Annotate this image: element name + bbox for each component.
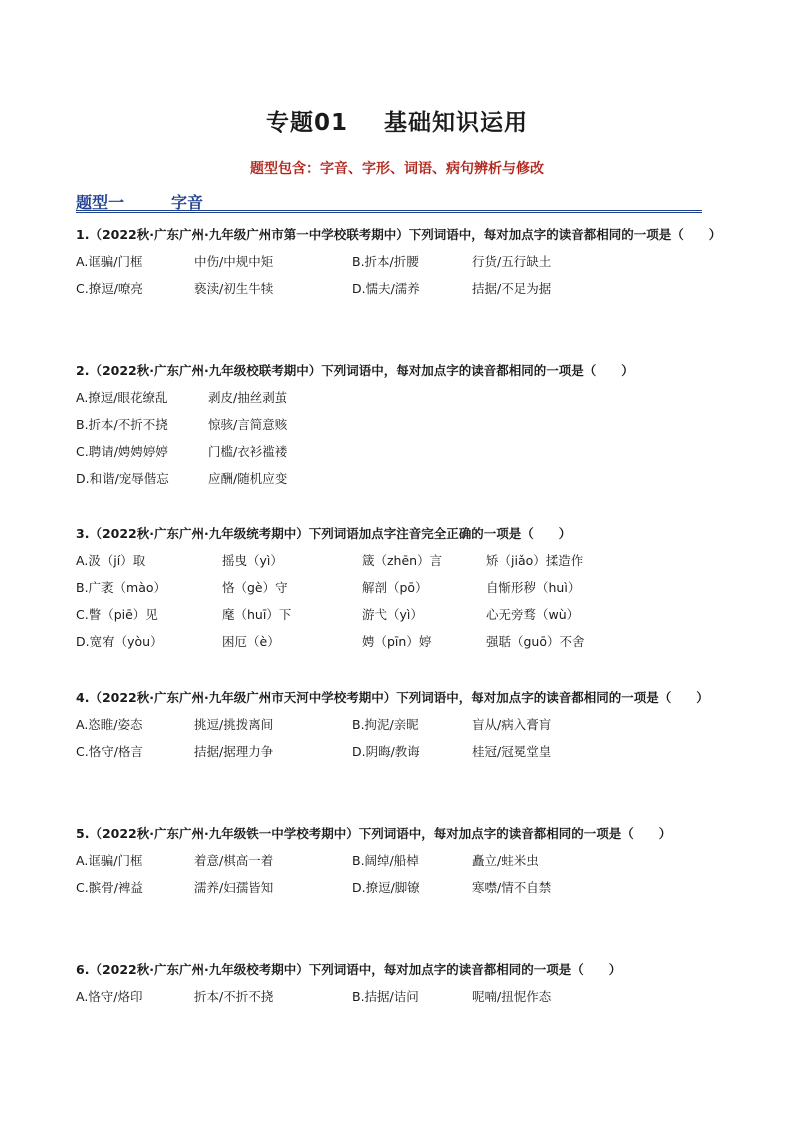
option-row bbox=[76, 547, 726, 574]
option-d-pair: 桂冠/冠冕堂皇 bbox=[472, 744, 552, 759]
option-a-pair: 挑逗/挑拨离间 bbox=[194, 717, 274, 732]
option-a-pair: 折本/不折不挠 bbox=[194, 989, 274, 1004]
option-b: B.阔绰/船棹 bbox=[352, 853, 419, 868]
question-5 bbox=[76, 820, 726, 901]
question-stem: 5.（2022秋·广东广州·九年级铁一中学校考期中）下列词语中，每对加点字的读音都相同的一项是（ ） bbox=[76, 826, 672, 841]
title-part-2: 基础知识运用 bbox=[384, 110, 528, 136]
option-c-pair: 拮据/据理力争 bbox=[194, 744, 274, 759]
option-c: C.髌骨/裨益 bbox=[76, 880, 143, 895]
option-a-pair: 着意/棋高一着 bbox=[194, 853, 274, 868]
option-b-pair: 惊骇/言简意赅 bbox=[208, 417, 288, 432]
option-b-pair: 盲从/病入膏肓 bbox=[472, 717, 552, 732]
option-a: A.诓骗/门框 bbox=[76, 254, 143, 269]
page-title bbox=[0, 104, 794, 137]
option-row bbox=[76, 847, 726, 874]
option-b-pair: 呢喃/扭怩作态 bbox=[472, 989, 552, 1004]
option-b: B.拮据/诘问 bbox=[352, 989, 419, 1004]
option-c-pair: 门槛/衣衫褴褛 bbox=[208, 444, 288, 459]
option-c-word-2: 麾（huī）下 bbox=[222, 607, 292, 622]
option-d: D.和谐/宠辱偕忘 bbox=[76, 471, 169, 486]
title-part-1: 专题01 bbox=[265, 110, 348, 136]
option-c: C.恪守/格言 bbox=[76, 744, 143, 759]
option-row bbox=[76, 874, 726, 901]
option-d: D.阴晦/教诲 bbox=[352, 744, 420, 759]
option-c-pair: 亵渎/初生牛犊 bbox=[194, 281, 274, 296]
option-row bbox=[76, 465, 726, 492]
option-b-word-4: 自惭形秽（huì） bbox=[486, 580, 581, 595]
option-a: A.汲（jí）取 bbox=[76, 553, 146, 568]
question-stem: 1.（2022秋·广东广州·九年级广州市第一中学校联考期中）下列词语中，每对加点字的读音都相同的一项是（ ） bbox=[76, 227, 722, 242]
option-b-pair: 行货/五行缺土 bbox=[472, 254, 552, 269]
option-b: B.拘泥/亲昵 bbox=[352, 717, 419, 732]
option-row bbox=[76, 983, 726, 1010]
option-a: A.恪守/烙印 bbox=[76, 989, 143, 1004]
option-a-word-2: 摇曳（yì） bbox=[222, 553, 283, 568]
question-stem: 4.（2022秋·广东广州·九年级广州市天河中学校考期中）下列词语中，每对加点字的读音都相同的一项是（ ） bbox=[76, 690, 709, 705]
option-b: B.折本/不折不挠 bbox=[76, 417, 168, 432]
option-b-word-2: 恪（gè）守 bbox=[222, 580, 288, 595]
question-1 bbox=[76, 221, 726, 302]
section-number: 题型一 bbox=[76, 193, 125, 212]
option-row bbox=[76, 275, 726, 302]
section-heading bbox=[76, 190, 702, 213]
option-row bbox=[76, 384, 726, 411]
option-row bbox=[76, 738, 726, 765]
option-a-word-4: 矫（jiǎo）揉造作 bbox=[486, 553, 584, 568]
option-a-word-3: 箴（zhēn）言 bbox=[362, 553, 443, 568]
option-d: D.懦夫/濡养 bbox=[352, 281, 420, 296]
option-a: A.恣睢/姿态 bbox=[76, 717, 143, 732]
option-d-word-4: 强聒（guō）不舍 bbox=[486, 634, 585, 649]
option-b: B.广袤（mào） bbox=[76, 580, 167, 595]
option-c: C.撩逗/嘹亮 bbox=[76, 281, 143, 296]
option-a: A.撩逗/眼花缭乱 bbox=[76, 390, 168, 405]
option-c-pair: 濡养/妇孺皆知 bbox=[194, 880, 274, 895]
question-6 bbox=[76, 956, 726, 1010]
question-stem: 6.（2022秋·广东广州·九年级校考期中）下列词语中，每对加点字的读音都相同的一项是（ ） bbox=[76, 962, 622, 977]
option-c: C.瞥（piē）见 bbox=[76, 607, 158, 622]
question-3 bbox=[76, 520, 726, 655]
option-row bbox=[76, 628, 726, 655]
option-a-pair: 中伤/中规中矩 bbox=[194, 254, 274, 269]
option-c-word-4: 心无旁骛（wù） bbox=[486, 607, 580, 622]
question-stem: 3.（2022秋·广东广州·九年级统考期中）下列词语加点字注音完全正确的一项是（ ） bbox=[76, 526, 572, 541]
option-d: D.宽宥（yòu） bbox=[76, 634, 163, 649]
option-row bbox=[76, 411, 726, 438]
question-2 bbox=[76, 357, 726, 492]
option-row bbox=[76, 438, 726, 465]
section-name: 字音 bbox=[171, 193, 204, 212]
option-c-word-3: 游弋（yì） bbox=[362, 607, 423, 622]
option-c: C.聘请/娉娉婷婷 bbox=[76, 444, 168, 459]
question-stem: 2.（2022秋·广东广州·九年级校联考期中）下列词语中，每对加点字的读音都相同的一项是（ ） bbox=[76, 363, 634, 378]
option-b-pair: 矗立/蛀米虫 bbox=[472, 853, 539, 868]
option-b: B.折本/折腰 bbox=[352, 254, 419, 269]
option-a-pair: 剥皮/抽丝剥茧 bbox=[208, 390, 288, 405]
option-row bbox=[76, 248, 726, 275]
option-d-word-3: 娉（pīn）婷 bbox=[362, 634, 432, 649]
option-d-pair: 拮据/不足为据 bbox=[472, 281, 552, 296]
option-row bbox=[76, 601, 726, 628]
option-d-pair: 应酬/随机应变 bbox=[208, 471, 288, 486]
option-row bbox=[76, 574, 726, 601]
question-4 bbox=[76, 684, 726, 765]
option-d: D.撩逗/脚镣 bbox=[352, 880, 420, 895]
option-d-word-2: 困厄（è） bbox=[222, 634, 280, 649]
option-b-word-3: 解剖（pō） bbox=[362, 580, 428, 595]
option-d-pair: 寒噤/情不自禁 bbox=[472, 880, 552, 895]
subtitle: 题型包含：字音、字形、词语、病句辨析与修改 bbox=[250, 161, 544, 177]
option-a: A.诓骗/门框 bbox=[76, 853, 143, 868]
option-row bbox=[76, 711, 726, 738]
